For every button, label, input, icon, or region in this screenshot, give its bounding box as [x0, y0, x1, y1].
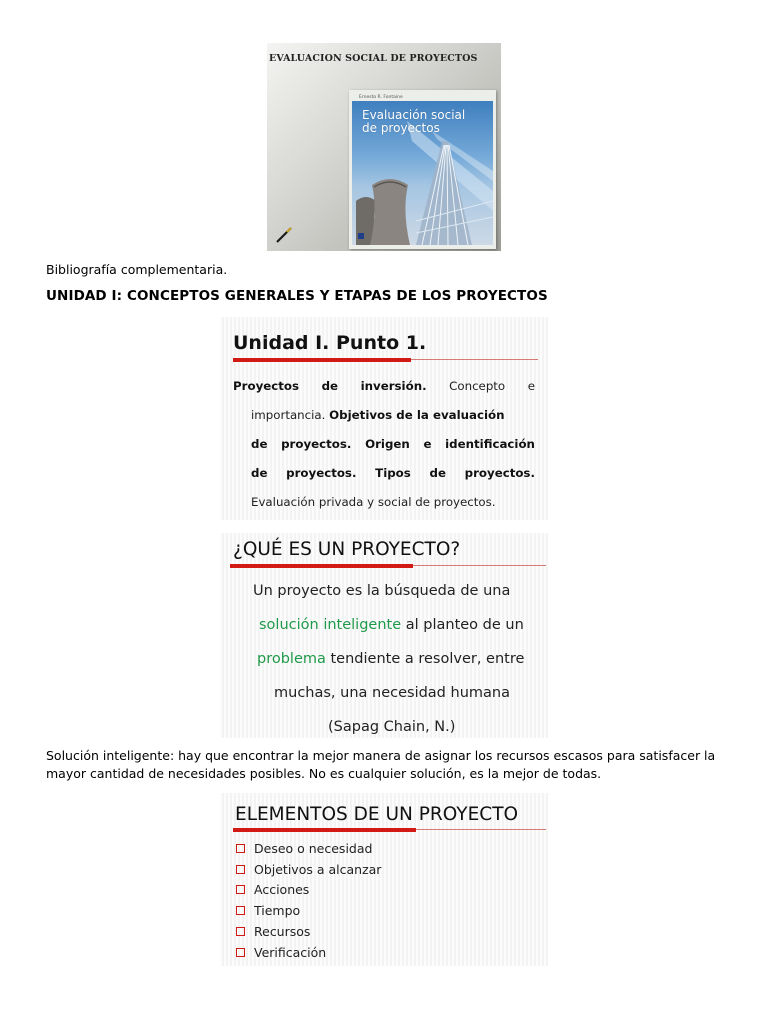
word: proyectos. — [464, 466, 535, 480]
line-rest: al planteo de un — [401, 617, 524, 633]
slide-title: Unidad I. Punto 1. — [233, 332, 427, 354]
elements-list — [236, 838, 381, 963]
word: Proyectos — [233, 379, 300, 393]
citation: (Sapag Chain, N.) — [328, 719, 456, 735]
slide-line-2 — [233, 401, 535, 430]
slide-unidad-punto-1 — [220, 317, 548, 520]
word: Concepto — [449, 379, 506, 393]
word: e — [423, 437, 432, 451]
line-rest: tendiente a resolver, entre — [325, 651, 525, 667]
list-item — [236, 859, 381, 880]
word: Tipos — [375, 466, 411, 480]
list-item-label: Acciones — [254, 882, 310, 898]
book-cover-image — [267, 43, 501, 251]
book-title-line-2: de proyectos — [362, 121, 440, 135]
word: proyectos. — [281, 437, 352, 451]
checkbox-icon — [236, 948, 245, 957]
list-item-label: Verificación — [254, 944, 327, 960]
title-accent-bar — [233, 358, 411, 362]
word: e — [527, 379, 535, 393]
slide-line-5: Evaluación privada y social de proyectos. — [251, 495, 496, 509]
definition-line-3 — [257, 651, 524, 667]
slide-title: ¿QUÉ ES UN PROYECTO? — [233, 539, 461, 560]
book-author: Ernesto R. Fontaine — [359, 95, 403, 100]
slide-line-4 — [233, 459, 535, 488]
list-item — [236, 942, 381, 963]
slide-line-1 — [233, 372, 535, 401]
list-item-label: Objetivos a alcanzar — [254, 861, 382, 877]
word: inversión. — [360, 379, 427, 393]
list-item-label: Deseo o necesidad — [254, 840, 373, 856]
definition-line-2 — [259, 617, 524, 633]
word: de — [321, 379, 339, 393]
word: de — [429, 466, 446, 480]
checkbox-icon — [236, 927, 245, 936]
list-item — [236, 900, 381, 921]
slide-body — [233, 372, 535, 517]
slide-elementos-de-un-proyecto — [220, 793, 548, 966]
list-item-label: Recursos — [254, 924, 311, 940]
checkbox-icon — [236, 906, 245, 915]
definition-line-4: muchas, una necesidad humana — [274, 685, 510, 701]
definition-line-1: Un proyecto es la búsqueda de una — [253, 583, 511, 599]
highlight-solucion-inteligente: solución inteligente — [259, 617, 402, 633]
slide-title: ELEMENTOS DE UN PROYECTO — [235, 804, 519, 825]
checkbox-icon — [236, 865, 245, 874]
highlight-problema: problema — [257, 651, 326, 667]
list-item — [236, 880, 381, 901]
book-title — [362, 109, 465, 135]
list-item — [236, 838, 381, 859]
book-illustration — [352, 101, 493, 245]
book — [349, 90, 496, 249]
book-title-line-1: Evaluación social — [362, 108, 466, 122]
word: proyectos. — [286, 466, 357, 480]
word: identificación — [445, 437, 535, 451]
bibliography-caption: Bibliografía complementaria. — [46, 262, 228, 277]
pen-icon — [275, 225, 293, 243]
slide-line-3 — [233, 430, 535, 459]
line-bold: Objetivos de la evaluación — [329, 408, 505, 422]
unit-heading: UNIDAD I: CONCEPTOS GENERALES Y ETAPAS DE LOS PROYECTOS — [46, 288, 548, 304]
slide-que-es-un-proyecto — [220, 533, 548, 738]
title-accent-bar — [233, 828, 416, 832]
list-item-label: Tiempo — [254, 903, 301, 919]
line-plain: importancia. — [251, 408, 326, 422]
word: de — [251, 466, 268, 480]
word: de — [251, 437, 268, 451]
title-accent-bar — [230, 564, 413, 568]
cover-header-title: EVALUACION SOCIAL DE PROYECTOS — [269, 53, 478, 64]
list-item — [236, 921, 381, 942]
explanatory-paragraph: Solución inteligente: hay que encontrar la mejor manera de asignar los recursos escasos para satisfacer la mayor cantidad de necesidades posibles. No es cualquier solución, es la mejor de todas. — [46, 748, 716, 781]
word: Origen — [365, 437, 410, 451]
checkbox-icon — [236, 844, 245, 853]
checkbox-icon — [236, 885, 245, 894]
